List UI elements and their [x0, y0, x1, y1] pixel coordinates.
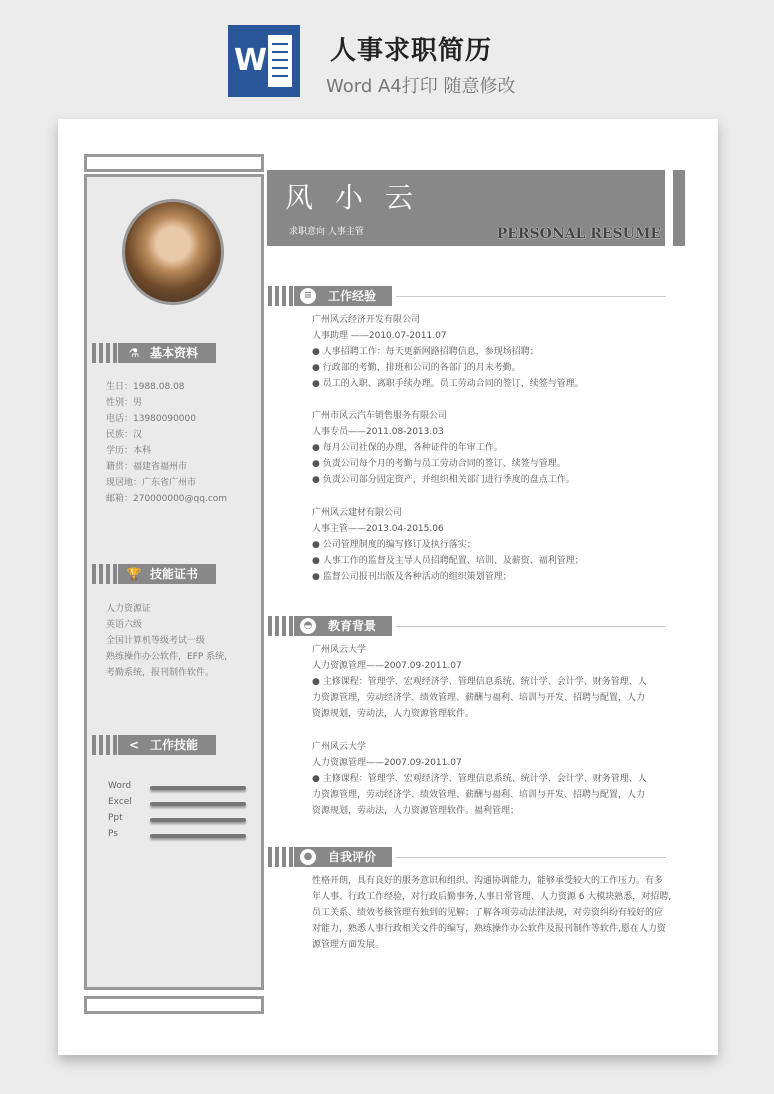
job-company: 广州风云经济开发有限公司 — [312, 315, 421, 325]
personal-resume-label: PERSONAL RESUME — [496, 226, 661, 242]
page-title: 人事求职简历 — [330, 36, 493, 66]
job-company: 广州市风云汽车销售服务有限公司 — [312, 411, 448, 421]
skill-bar — [150, 802, 246, 806]
job-bullet: ● 负责公司部分固定资产，并组织相关部门进行季度的盘点工作。 — [312, 475, 575, 485]
job-bullet: ● 每月公司社保的办理，各种证件的年审工作。 — [312, 443, 503, 453]
job-bullet: ● 行政部的考勤，排班和公司的各部门的月末考勤。 — [312, 363, 521, 373]
info-gender: 性别：男 — [106, 398, 143, 408]
skill-name: Excel — [108, 797, 132, 807]
section-title: 工作技能 — [150, 738, 199, 752]
job-3 — [312, 505, 584, 585]
education-2 — [312, 739, 647, 819]
info-education: 学历：本科 — [106, 446, 152, 456]
job-bullet: ● 公司管理制度的编写修订及执行落实； — [312, 540, 476, 550]
job-role: 人事主管——2013.04-2015.06 — [312, 524, 444, 534]
info-ethnicity: 民族：汉 — [106, 430, 143, 440]
edu-course-line: ● 主修课程：管理学、宏观经济学、管理信息系统、统计学、会计学、财务管理、人 — [312, 677, 647, 687]
job-role: 人事助理 ——2010.07-2011.07 — [312, 331, 447, 341]
avatar — [122, 199, 224, 305]
job-bullet: ● 员工的入职、离职手续办理。员工劳动合同的签订，续签与管理。 — [312, 379, 584, 389]
banner-side-bar — [673, 170, 685, 246]
self-eval-text — [312, 873, 671, 953]
edu-major: 人力资源管理——2007.09-2011.07 — [312, 758, 462, 768]
basic-info-list — [106, 379, 227, 507]
certificates-list — [106, 601, 233, 681]
sidebar-bottom-cap — [84, 996, 264, 1014]
edu-course-line: ● 主修课程：管理学、宏观经济学、管理信息系统、统计学、会计学、财务管理、人 — [312, 774, 647, 784]
word-logo-icon — [228, 25, 300, 97]
self-eval-line: 对能力，熟悉人事行政相关文件的编写，熟练操作办公软件及报刊制作等软件,愿在人力资 — [312, 924, 666, 934]
flask-icon: ⚗ — [128, 346, 140, 360]
info-birthday: 生日：1988.08.08 — [106, 382, 185, 392]
self-eval-line: 性格开朗，具有良好的服务意识和组织、沟通协调能力，能够承受较大的工作压力。有多 — [312, 876, 664, 886]
page-subtitle: Word A4打印 随意修改 — [326, 76, 516, 97]
info-email: 邮箱：270000000@qq.com — [106, 494, 228, 504]
skill-name: Ppt — [108, 813, 123, 823]
database-icon: ≡ — [300, 288, 316, 304]
trophy-icon: 🏆 — [126, 567, 142, 581]
section-title: 技能证书 — [150, 567, 199, 581]
cert-item: 英语六级 — [106, 620, 143, 630]
job-bullet: ● 人事招聘工作：每天更新网路招聘信息，参现场招聘； — [312, 347, 539, 357]
skill-bar — [150, 818, 246, 822]
edu-school: 广州风云大学 — [312, 742, 367, 752]
skill-name: Word — [108, 781, 132, 791]
job-bullet: ● 人事工作的监督及主导人员招聘配置、培训、及薪资、福利管理； — [312, 556, 584, 566]
name-banner — [267, 170, 665, 246]
edu-course-line: 资源规划，劳动法，人力资源管理软件。福利管理； — [312, 806, 520, 816]
candidate-name: 风小云 — [285, 181, 436, 214]
edu-course-line: 资源规划，劳动法，人力资源管理软件。 — [312, 709, 475, 719]
user-icon: ● — [300, 849, 316, 865]
cert-item: 全国计算机等级考试一级 — [106, 636, 206, 646]
sidebar-top-cap — [84, 154, 264, 172]
self-eval-line: 源管理方面发展。 — [312, 940, 385, 950]
job-role: 人事专员——2011.08-2013.03 — [312, 427, 444, 437]
page-header — [0, 0, 774, 110]
job-company: 广州风云建材有限公司 — [312, 508, 403, 518]
cert-item: 熟练操作办公软件，EFP 系统， — [106, 652, 234, 662]
self-eval-line: 员工关系、绩效考核管理有独到的见解；了解各项劳动法律法规，对劳资纠纷有较好的应 — [312, 908, 664, 918]
cert-item: 人力资源证 — [106, 604, 152, 614]
info-phone: 电话：13980090000 — [106, 414, 196, 424]
job-bullet: ● 负责公司每个月的考勤与员工劳动合同的签订、续签与管理。 — [312, 459, 566, 469]
info-hometown: 籍贯：福建省福州市 — [106, 462, 188, 472]
skill-bar — [150, 786, 246, 790]
job-2 — [312, 408, 575, 488]
job-bullet: ● 监督公司报刊出版及各种活动的组织策划管理； — [312, 572, 512, 582]
skill-name: Ps — [108, 829, 118, 839]
section-title: 自我评价 — [328, 850, 377, 864]
logo-letter: W — [234, 43, 268, 78]
section-title: 工作经验 — [328, 289, 377, 303]
edu-school: 广州风云大学 — [312, 645, 367, 655]
section-title: 基本资料 — [150, 346, 199, 360]
graduation-cap-icon: ◓ — [300, 618, 316, 634]
skill-bar — [150, 834, 246, 838]
section-title: 教育背景 — [328, 619, 377, 633]
edu-course-line: 力资源管理，劳动经济学、绩效管理、薪酬与福利、培训与开发、招聘与配置，人力 — [312, 790, 646, 800]
self-eval-line: 年人事、行政工作经验，对行政后勤事务,人事日常管理、人力资源 6 大模块熟悉，对招聘, — [312, 892, 672, 902]
education-1 — [312, 642, 647, 722]
info-residence: 现居地：广东省广州市 — [106, 478, 197, 488]
share-icon: < — [128, 738, 140, 752]
job-intent: 求职意向 人事主管 — [289, 227, 364, 237]
edu-major: 人力资源管理——2007.09-2011.07 — [312, 661, 462, 671]
cert-item: 考勤系统，报刊制作软件。 — [106, 668, 215, 678]
job-1 — [312, 312, 584, 392]
edu-course-line: 力资源管理，劳动经济学、绩效管理、薪酬与福利、培训与开发、招聘与配置，人力 — [312, 693, 646, 703]
